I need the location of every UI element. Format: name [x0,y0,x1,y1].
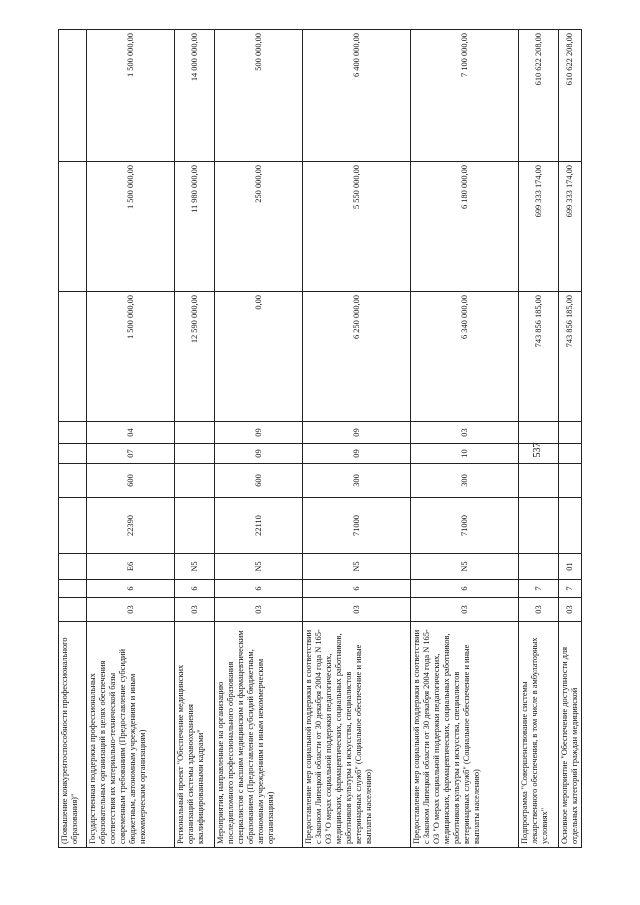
expense-type-cell: 300 [411,464,519,498]
row-name-cell: Основное мероприятие "Обеспечение доступности для отдельных категорий граждан медицинской [559,622,582,848]
amount-year-3-cell: 7 100 000,00 [411,30,519,162]
amount-year-3-cell: 1 500 000,00 [87,30,175,162]
section-cell [175,444,215,464]
expense-type-cell: 300 [303,464,411,498]
main-event-code-cell: N5 [411,554,519,580]
amount-year-2-cell: 5 550 000,00 [303,162,411,292]
page-number: 537 [532,442,543,458]
direction-code-cell [559,498,582,554]
direction-code-cell: 71000 [411,498,519,554]
amount-year-3-cell: 610 622 208,00 [559,30,582,162]
section-cell [519,444,559,464]
direction-code-cell: 22390 [87,498,175,554]
direction-code-cell [175,498,215,554]
row-name-cell: (Повышение конкурентоспособности профессионального образования)" [59,622,87,848]
amount-year-3-cell: 14 000 000,00 [175,30,215,162]
table-row [175,30,215,848]
table-row [87,30,175,848]
amount-year-2-cell: 250 000,00 [215,162,303,292]
section-cell [59,444,87,464]
amount-year-1-cell [59,292,87,422]
subprogram-code-cell: 6 [175,580,215,598]
amount-year-2-cell [59,162,87,292]
subprogram-code-cell: 7 [559,580,582,598]
program-code-cell: 03 [215,598,303,622]
subsection-cell: 09 [215,422,303,444]
amount-year-2-cell: 1 500 000,00 [87,162,175,292]
section-cell [559,444,582,464]
section-cell: 09 [303,444,411,464]
main-event-code-cell: N5 [303,554,411,580]
subprogram-code-cell: 6 [87,580,175,598]
direction-code-cell [59,498,87,554]
amount-year-1-cell: 1 500 000,00 [87,292,175,422]
subprogram-code-cell: 6 [411,580,519,598]
subprogram-code-cell [59,580,87,598]
expense-type-cell: 600 [87,464,175,498]
amount-year-2-cell: 11 980 000,00 [175,162,215,292]
program-code-cell: 03 [175,598,215,622]
expense-type-cell [559,464,582,498]
row-name-cell: Подпрограмма "Совершенствование системы лекарственного обеспечения, в том числе в амбулаторных условиях" [519,622,559,848]
direction-code-cell: 22110 [215,498,303,554]
row-name-cell: Региональный проект "Обеспечение медицинских организаций системы здравоохранения квалифицированными кадрами" [175,622,215,848]
program-code-cell: 03 [559,598,582,622]
main-event-code-cell: 01 [559,554,582,580]
row-name-cell: Государственная поддержка профессиональных образовательных организаций в целях обеспечения соответствия их материально-технической базы современным требованиям (Предоставление субсидий бюджетным, автономным учреждениям и иным некоммерческим организациям) [87,622,175,848]
amount-year-3-cell: 500 000,00 [215,30,303,162]
table-row [59,30,87,848]
program-code-cell [59,598,87,622]
budget-table-container [58,30,588,848]
subsection-cell: 03 [411,422,519,444]
table-row [519,30,559,848]
section-cell: 10 [411,444,519,464]
direction-code-cell: 71000 [303,498,411,554]
amount-year-1-cell: 12 590 000,00 [175,292,215,422]
amount-year-2-cell: 699 333 174,00 [519,162,559,292]
program-code-cell: 03 [519,598,559,622]
direction-code-cell [519,498,559,554]
amount-year-3-cell: 6 400 000,00 [303,30,411,162]
amount-year-1-cell: 743 856 185,00 [519,292,559,422]
subsection-cell [519,422,559,444]
program-code-cell: 03 [87,598,175,622]
amount-year-1-cell: 6 250 000,00 [303,292,411,422]
expense-type-cell [519,464,559,498]
main-event-code-cell: E6 [87,554,175,580]
subsection-cell: 09 [303,422,411,444]
subsection-cell: 04 [87,422,175,444]
row-name-cell: Предоставление мер социальной поддержки в соответствии с Законом Липецкой области от 30 декабря 2004 года N 165-ОЗ "О мерах социальной поддержки педагогических, медицинских, фармацевтических, социальных работников, работников культуры и искусства, специалистов ветеринарных служб" (Социальное обеспечение и иные выплаты населению) [411,622,519,848]
main-event-code-cell: N5 [175,554,215,580]
amount-year-3-cell [59,30,87,162]
amount-year-1-cell: 0,00 [215,292,303,422]
table-row [303,30,411,848]
amount-year-1-cell: 6 340 000,00 [411,292,519,422]
subsection-cell [59,422,87,444]
subsection-cell [175,422,215,444]
main-event-code-cell [59,554,87,580]
amount-year-3-cell: 610 622 208,00 [519,30,559,162]
amount-year-1-cell: 743 856 185,00 [559,292,582,422]
table-row [215,30,303,848]
expense-type-cell [175,464,215,498]
table-row [411,30,519,848]
expense-type-cell: 600 [215,464,303,498]
main-event-code-cell [519,554,559,580]
row-name-cell: Предоставление мер социальной поддержки в соответствии с Законом Липецкой области от 30 декабря 2004 года N 165-ОЗ "О мерах социальной поддержки педагогических, медицинских, фармацевтических, социальных работников, работников культуры и искусства, специалистов ветеринарных служб" (Социальное обеспечение и иные выплаты населению) [303,622,411,848]
amount-year-2-cell: 699 333 174,00 [559,162,582,292]
expense-type-cell [59,464,87,498]
subsection-cell [559,422,582,444]
row-name-cell: Мероприятия, направленные на организацию последипломного профессионального образования специалистов с высшим медицинским и фармацевтическим образованием (Предоставление субсидий бюджетным, автономным учреждениям и иным некоммерческим организациям) [215,622,303,848]
program-code-cell: 03 [303,598,411,622]
amount-year-2-cell: 6 180 000,00 [411,162,519,292]
subprogram-code-cell: 6 [303,580,411,598]
section-cell: 09 [215,444,303,464]
subprogram-code-cell: 7 [519,580,559,598]
program-code-cell: 03 [411,598,519,622]
main-event-code-cell: N5 [215,554,303,580]
section-cell: 07 [87,444,175,464]
subprogram-code-cell: 6 [215,580,303,598]
budget-table [58,29,582,848]
table-row [559,30,582,848]
